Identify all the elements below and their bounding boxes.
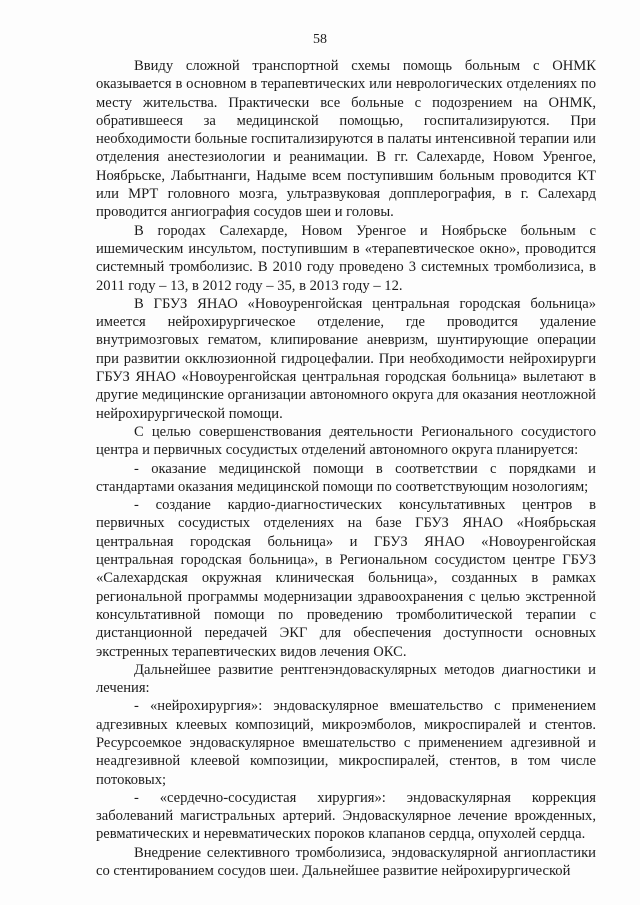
- page-number: 58: [313, 32, 327, 47]
- document-body: [96, 57, 596, 880]
- paragraph-selective-thrombolysis: Внедрение селективного тромболизиса, эндоваскулярной ангиопластики со стентированием сосудов шеи. Дальнейшее развитие нейрохирургической: [96, 844, 596, 880]
- list-item-cardiovascular-surgery: - «сердечно-сосудистая хирургия»: эндоваскулярная коррекция заболеваний магистральных артерий. Эндоваскулярное лечение врожденных, ревматических и неревматических пороков клапанов сердца, опухолей сердца.: [96, 789, 596, 843]
- paragraph-plans-intro: С целью совершенствования деятельности Регионального сосудистого центра и первичных сосудистых отделений автономного округа планируется:: [96, 423, 596, 459]
- list-item-neurosurgery: - «нейрохирургия»: эндоваскулярное вмешательство с применением адгезивных клеевых композиций, микроэмболов, микроспиралей и стентов. Ресурсоемкое эндоваскулярное вмешательство с применением адгезивной и неадгезивной клеевой композиции, микроспиралей, стентов, в том числе потоковых;: [96, 698, 596, 788]
- list-item-standards: - оказание медицинской помощи в соответствии с порядками и стандартами оказания медицинской помощи по соответствующим нозологиям;: [96, 460, 596, 495]
- paragraph-neurosurgery-department: В ГБУЗ ЯНАО «Новоуренгойская центральная городская больница» имеется нейрохирургическое отделение, где проводится удаление внутримозговых гематом, клипирование аневризм, шунтирующие операции при развитии окклюзионной гидроцефалии. При необходимости нейрохирурги ГБУЗ ЯНАО «Новоуренгойская центральная городская больница» вылетают в другие медицинские организации автономного округа для оказания неотложной нейрохирургической помощи.: [96, 295, 596, 422]
- paragraph-thrombolysis: В городах Салехарде, Новом Уренгое и Ноябрьске больным с ишемическим инсультом, поступившим в «терапевтическое окно», проводится системный тромболизис. В 2010 году проведено 3 системных тромболизиса, в 2011 году – 13, в 2012 году – 35, в 2013 году – 12.: [96, 222, 596, 294]
- list-item-cardio-centers: - создание кардио-диагностических консультативных центров в первичных сосудистых отделениях на базе ГБУЗ ЯНАО «Ноябрьская центральная городская больница» и ГБУЗ ЯНАО «Новоуренгойская центральная городская больница», в Региональном сосудистом центре ГБУЗ «Салехардская окружная клиническая больница», созданных в рамках региональной программы модернизации здравоохранения с целью экстренной консультативной помощи по проведению тромболитической терапии с дистанционной передачей ЭКГ для обеспечения доступности основных экстренных терапевтических видов лечения ОКС.: [96, 497, 596, 660]
- paragraph-endovascular-intro: Дальнейшее развитие рентгенэндоваскулярных методов диагностики и лечения:: [96, 661, 596, 697]
- paragraph-stroke-care: Ввиду сложной транспортной схемы помощь больным с ОНМК оказывается в основном в терапевтических или неврологических отделениях по месту жительства. Практически все больные с подозрением на ОНМК, обратившееся за медицинской помощью, госпитализируются. При необходимости больные госпитализируются в палаты интенсивной терапии или отделения анестезиологии и реанимации. В гг. Салехарде, Новом Уренгое, Ноябрьске, Лабытнанги, Надыме всем поступившим больным проводится КТ или МРТ головного мозга, ультразвуковая допплерография, в г. Салехард проводится ангиография сосудов шеи и головы.: [96, 58, 596, 221]
